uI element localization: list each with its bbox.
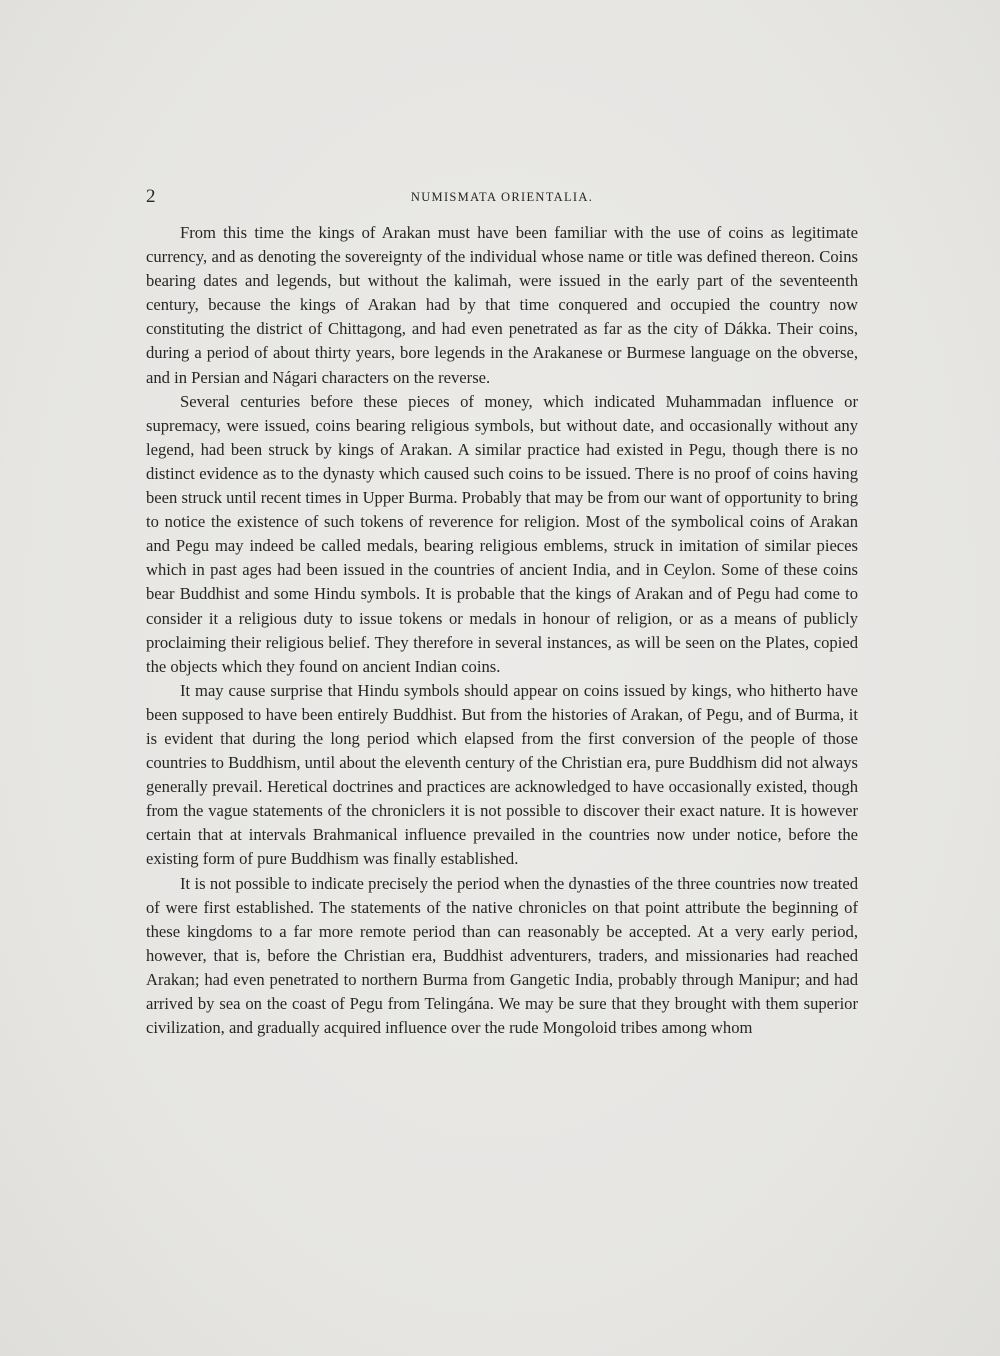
running-title: NUMISMATA ORIENTALIA.	[410, 190, 594, 204]
paragraph-1: From this time the kings of Arakan must have been familiar with the use of coins as legitimate currency, and as denoting the sovereignty of the individual whose name or title was defined thereon. Coins bearing dates and legends, but without the kalimah, were issued in the early part of the seventeenth century, because the kings of Arakan had by that time conquered and occupied the country now constituting the district of Chittagong, and had even penetrated as far as the city of Dákka. Their coins, during a period of about thirty years, bore legends in the Arakanese or Burmese language on the obverse, and in Persian and Nágari characters on the reverse.	[146, 223, 858, 387]
paragraph-3: It may cause surprise that Hindu symbols should appear on coins issued by kings, who hitherto have been supposed to have been entirely Buddhist. But from the histories of Arakan, of Pegu, and of Burma, it is evident that during the long period which elapsed from the first conversion of the people of those countries to Buddhism, until about the eleventh century of the Christian era, pure Buddhism did not always generally prevail. Heretical doctrines and practices are acknowledged to have occasionally existed, though from the vague statements of the chroniclers it is not possible to discover their exact nature. It is however certain that at intervals Brahmanical influence prevailed in the countries now under notice, before the existing form of pure Buddhism was finally established.	[146, 680, 858, 869]
paragraph-2: Several centuries before these pieces of money, which indicated Muhammadan influence or supremacy, were issued, coins bearing religious symbols, but without date, and occasionally without any legend, had been struck by kings of Arakan. A similar practice had existed in Pegu, though there is no distinct evidence as to the dynasty which caused such coins to be issued. There is no proof of coins having been struck until recent times in Upper Burma. Probably that may be from our want of opportunity to bring to notice the existence of such tokens of reverence for religion. Most of the symbolical coins of Arakan and Pegu may indeed be called medals, bearing religious emblems, struck in imitation of similar pieces which in past ages had been issued in the countries of ancient India, and in Ceylon. Some of these coins bear Buddhist and some Hindu symbols. It is probable that the kings of Arakan and of Pegu had come to consider it a religious duty to issue tokens or medals in honour of religion, or as a means of publicly proclaiming their religious belief. They therefore in several instances, as will be seen on the Plates, copied the objects which they found on ancient Indian coins.	[146, 391, 858, 676]
paragraph-4: It is not possible to indicate precisely the period when the dynasties of the three countries now treated of were first established. The statements of the native chronicles on that point attribute the beginning of these kingdoms to a far more remote period than can reasonably be accepted. At a very early period, however, that is, before the Christian era, Buddhist adventurers, traders, and missionaries had reached Arakan; had even penetrated to northern Burma from Gangetic India, probably through Manipur; and had arrived by sea on the coast of Pegu from Telingána. We may be sure that they brought with them superior civilization, and gradually acquired influence over the rude Mongoloid tribes among whom	[146, 873, 858, 1038]
body-text	[146, 221, 858, 1040]
page-number: 2	[146, 186, 156, 207]
page-header	[146, 184, 858, 210]
